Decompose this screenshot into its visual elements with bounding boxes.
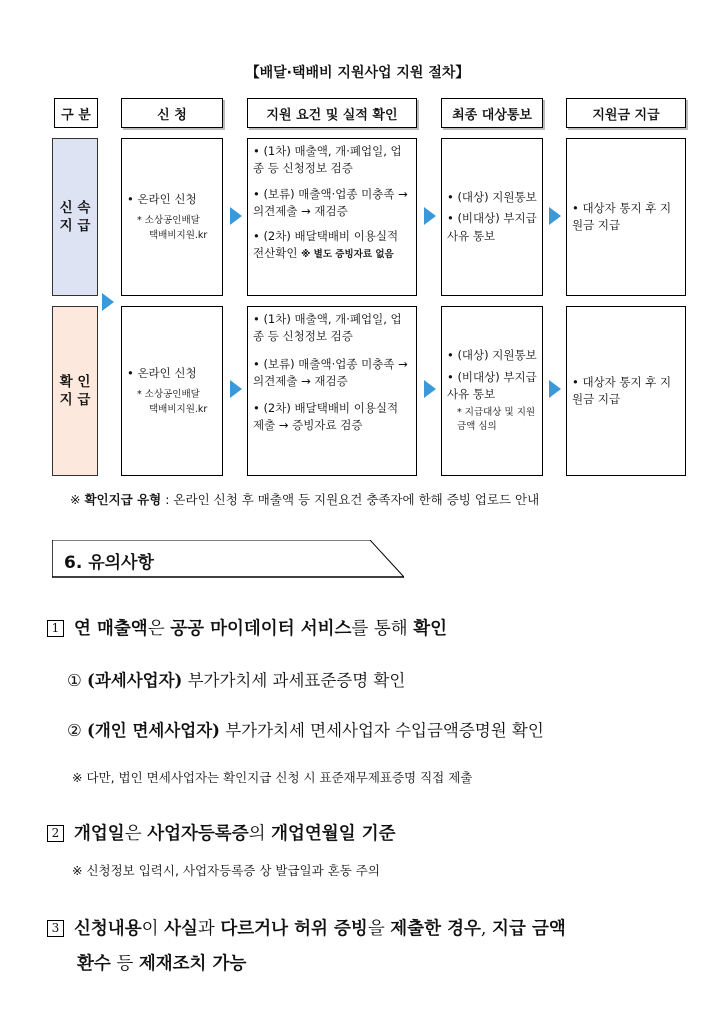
- item-2: [47, 820, 396, 845]
- row-label-fast: [52, 138, 98, 296]
- apply-site: 택배비지원.kr: [149, 229, 208, 241]
- item-text: 연 매출액: [74, 619, 148, 639]
- verify-note: ※ 별도 증빙자료 없음: [301, 249, 394, 261]
- apply-sub: * 소상공인배달: [137, 389, 200, 401]
- item-text: 등: [110, 954, 139, 974]
- item-3-line2: [77, 950, 246, 975]
- section-header: [52, 540, 404, 578]
- item-1b: [67, 717, 544, 741]
- row-label-bottom: 지 급: [59, 392, 91, 408]
- item-text: 신청내용: [74, 919, 142, 939]
- verify-hold: • (보류) 매출액·업종 미충족 → 의견제출 → 재검증: [253, 186, 408, 218]
- procedure-title: 【배달·택배비 지원사업 지원 절차】: [245, 65, 470, 81]
- apply-main: • 온라인 신청: [127, 366, 197, 381]
- note-text: : 온라인 신청 후 매출액 등 지원요건 충족자에 한해 증빙 업로드 안내: [161, 492, 540, 507]
- item-text: 부가가치세 과세표준증명 확인: [182, 671, 406, 690]
- note-mark: ※: [70, 492, 85, 507]
- arrow-icon: [424, 207, 436, 225]
- notify-cell: [441, 138, 543, 296]
- row-label-top: 확 인: [59, 373, 91, 390]
- item-number: 3: [47, 920, 64, 937]
- arrow-icon: [549, 207, 561, 225]
- header-apply: 신 청: [121, 98, 223, 128]
- header-notify: 최종 대상통보: [441, 98, 543, 128]
- item-3: [47, 915, 697, 940]
- item-1: [47, 615, 447, 640]
- item-text: 을: [367, 919, 391, 939]
- pay-cell: [566, 138, 686, 296]
- verify-step-2: • (2차) 배달택배비 이용실적 전산확인: [253, 229, 399, 261]
- apply-site: 택배비지원.kr: [149, 403, 208, 415]
- apply-cell: [121, 306, 223, 476]
- row-label-confirm: [52, 306, 98, 476]
- item-text: 를 통해: [351, 619, 414, 639]
- arrow-icon: [102, 293, 114, 311]
- item-1-note: ※ 다만, 법인 면세사업자는 확인지급 신청 시 표준재무제표증명 직접 제출: [72, 770, 473, 785]
- pay-text: • 대상자 통지 후 지원금 지급: [572, 374, 672, 406]
- item-text: 공공 마이데이터 서비스: [170, 619, 352, 639]
- pay-text: • 대상자 통지 후 지원금 지급: [572, 200, 672, 232]
- notify-nontarget: • (비대상) 부지급 사유 통보: [447, 369, 537, 401]
- table-note: [70, 490, 539, 508]
- section-title: 6. 유의사항: [64, 553, 154, 573]
- item-number: 2: [47, 825, 64, 842]
- verify-step-1: • (1차) 매출액, 개·폐업일, 업종 등 신청정보 검증: [253, 312, 402, 344]
- arrow-icon: [230, 207, 242, 225]
- notify-nontarget: • (비대상) 부지급 사유 통보: [447, 211, 537, 243]
- pay-cell: [566, 306, 686, 476]
- apply-cell: [121, 138, 223, 296]
- header-category: 구 분: [54, 98, 98, 128]
- arrow-icon: [549, 380, 561, 398]
- arrow-icon: [424, 380, 436, 398]
- item-text: 지급 금액: [492, 919, 566, 939]
- item-text: 의: [248, 824, 272, 844]
- row-label-top: 신 속: [59, 199, 91, 216]
- item-text: 환수: [77, 954, 111, 974]
- item-1a: [67, 667, 405, 691]
- item-text: 개업연월일 기준: [271, 824, 396, 844]
- item-text: 개업일: [74, 824, 125, 844]
- item-text: 제재조치 가능: [138, 954, 247, 974]
- notify-target: • (대상) 지원통보: [447, 348, 537, 363]
- item-text: 확인: [413, 619, 448, 639]
- item-text: 은: [124, 824, 148, 844]
- apply-sub: * 소상공인배달: [137, 215, 200, 227]
- item-text: 사업자등록증: [147, 824, 249, 844]
- notify-target: • (대상) 지원통보: [447, 190, 537, 205]
- verify-hold: • (보류) 매출액·업종 미충족 → 의견제출 → 재검증: [253, 356, 408, 388]
- header-pay: 지원금 지급: [566, 98, 686, 128]
- item-2-note: ※ 신청정보 입력시, 사업자등록증 상 발급일과 혼동 주의: [72, 863, 380, 878]
- verify-step-1: • (1차) 매출액, 개·폐업일, 업종 등 신청정보 검증: [253, 144, 402, 176]
- item-text: 과: [197, 919, 221, 939]
- arrow-icon: [230, 380, 242, 398]
- item-bold: (개인 면세사업자): [87, 721, 220, 740]
- item-mark: ②: [67, 721, 82, 740]
- item-text: 이: [141, 919, 165, 939]
- notify-note: * 지급대상 및 지원금액 심의: [457, 407, 536, 433]
- item-text: 제출한 경우: [390, 919, 481, 939]
- item-bold: (과세사업자): [87, 671, 183, 690]
- item-mark: ①: [67, 671, 82, 690]
- item-text: ,: [480, 919, 493, 939]
- item-text: 사실: [164, 919, 198, 939]
- note-bold: 확인지급 유형: [84, 492, 162, 507]
- verify-step-2: • (2차) 배달택배비 이용실적 제출 → 증빙자료 검증: [253, 401, 399, 433]
- notify-cell: [441, 306, 543, 476]
- item-text: 다르거나 허위 증빙: [220, 919, 368, 939]
- apply-main: • 온라인 신청: [127, 192, 197, 207]
- item-text: 은: [147, 619, 171, 639]
- item-text: 부가가치세 면세사업자 수입금액증명원 확인: [219, 721, 544, 740]
- verify-cell: [247, 138, 417, 296]
- row-label-bottom: 지 급: [59, 218, 91, 234]
- verify-cell: [247, 306, 417, 476]
- header-verify: 지원 요건 및 실적 확인: [247, 98, 417, 128]
- item-number: 1: [47, 620, 64, 637]
